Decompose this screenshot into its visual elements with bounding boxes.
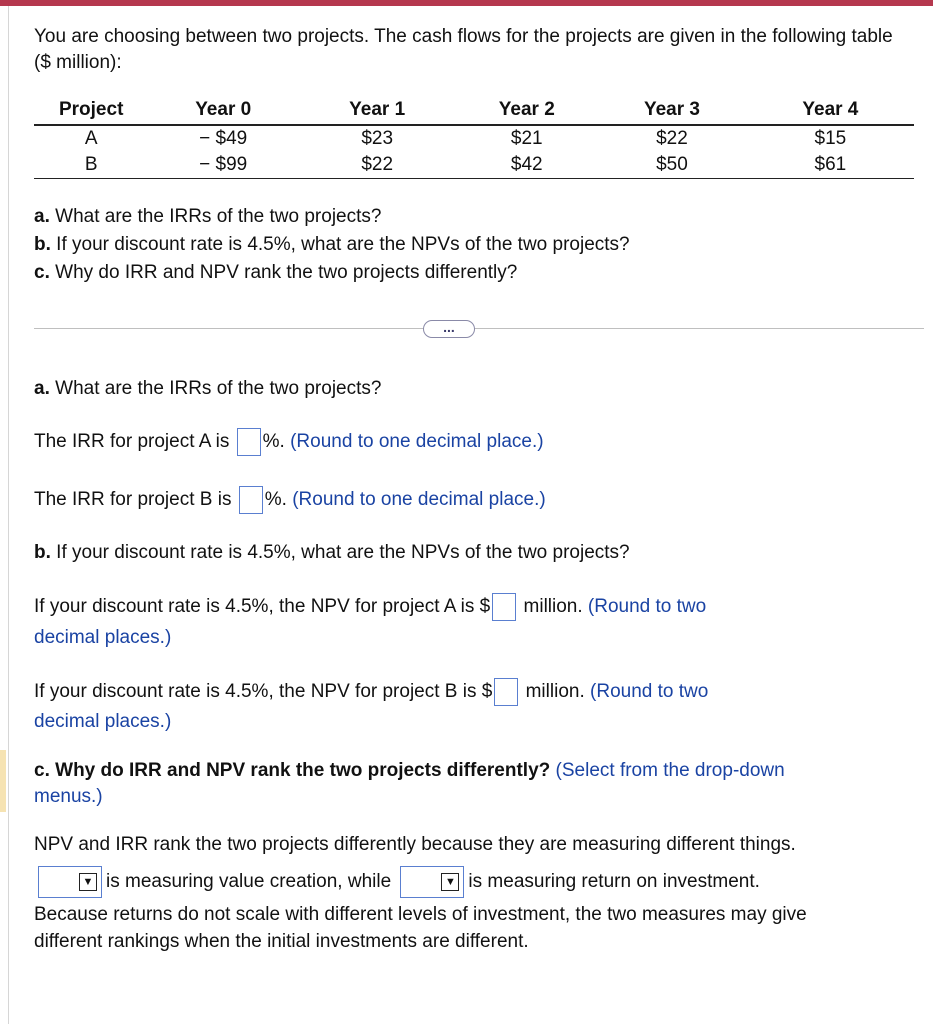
left-marker xyxy=(0,750,6,812)
table-cell: $23 xyxy=(361,128,394,149)
question-b-text: If your discount rate is 4.5%, what are the NPVs of the two projects? xyxy=(56,234,630,255)
npv-a-hint: (Round to two xyxy=(587,596,707,618)
question-a-text: What are the IRRs of the two projects? xyxy=(55,206,382,227)
question-c xyxy=(34,259,630,287)
table-row xyxy=(34,125,914,152)
question-b xyxy=(34,231,630,259)
part-c-heading-text: Why do IRR and NPV rank the two projects differently? xyxy=(55,760,551,781)
irr-a-line xyxy=(34,428,544,456)
table-cell: − $99 xyxy=(148,152,298,179)
part-a-heading xyxy=(34,376,381,402)
npv-a-input[interactable] xyxy=(492,593,516,621)
npv-b-unit: million. xyxy=(525,681,585,703)
cash-flow-table xyxy=(34,96,914,179)
part-c-hint: (Select from the drop-down xyxy=(555,760,785,781)
part-c-hint-cont: menus.) xyxy=(34,786,103,807)
npv-b-input[interactable] xyxy=(494,678,518,706)
table-cell: $50 xyxy=(597,152,747,179)
table-cell: $22 xyxy=(656,128,688,149)
irr-b-input[interactable] xyxy=(239,486,263,514)
part-a-heading-text: What are the IRRs of the two projects? xyxy=(55,378,382,399)
irr-a-input[interactable] xyxy=(237,428,261,456)
dropdown-arrow-icon: ▼ xyxy=(79,873,97,891)
question-b-label: b. xyxy=(34,234,51,255)
irr-a-unit: %. xyxy=(262,431,285,453)
question-a xyxy=(34,203,630,231)
measure-dropdown-1[interactable] xyxy=(38,866,102,898)
part-c-line3: Because returns do not scale with different levels of investment, the two measures may give xyxy=(34,904,807,925)
part-c-line4: different rankings when the initial investments are different. xyxy=(34,931,529,952)
part-a-heading-label: a. xyxy=(34,378,50,399)
irr-b-unit: %. xyxy=(264,489,287,511)
part-c-dropdown-line xyxy=(34,866,760,898)
part-c-line1: NPV and IRR rank the two projects differently because they are measuring different things. xyxy=(34,834,796,855)
npv-a-hint-cont: decimal places.) xyxy=(34,627,172,648)
part-b-heading-text: If your discount rate is 4.5%, what are the NPVs of the two projects? xyxy=(56,542,630,563)
table-cell: − $49 xyxy=(199,128,248,149)
problem-intro: You are choosing between two projects. The cash flows for the projects are given in the following table ($ million): xyxy=(34,26,893,73)
npv-b-line xyxy=(34,678,708,706)
left-border xyxy=(8,6,9,1024)
part-c-heading-label: c. xyxy=(34,760,50,781)
npv-a-label: If your discount rate is 4.5%, the NPV for project A is $ xyxy=(34,596,491,618)
part-b-heading xyxy=(34,540,630,566)
irr-b-label: The IRR for project B is xyxy=(34,489,232,511)
section-divider xyxy=(34,328,924,329)
header-year-3: Year 3 xyxy=(597,96,747,125)
question-c-label: c. xyxy=(34,262,50,283)
npv-b-label: If your discount rate is 4.5%, the NPV for project B is $ xyxy=(34,681,493,703)
top-accent-bar xyxy=(0,0,933,6)
question-list xyxy=(34,203,630,287)
table-cell: $61 xyxy=(747,152,914,179)
part-c-mid2: is measuring return on investment. xyxy=(468,871,760,893)
header-year-2: Year 2 xyxy=(456,96,597,125)
part-c-mid1: is measuring value creation, while xyxy=(106,871,392,893)
npv-b-hint: (Round to two xyxy=(590,681,709,703)
irr-b-hint: (Round to one decimal place.) xyxy=(292,489,546,511)
table-cell: A xyxy=(84,128,98,149)
irr-a-hint: (Round to one decimal place.) xyxy=(290,431,544,453)
question-a-label: a. xyxy=(34,206,50,227)
npv-a-unit: million. xyxy=(523,596,583,618)
table-header-row xyxy=(34,96,914,125)
table-cell: $22 xyxy=(298,152,456,179)
table-row xyxy=(34,152,914,179)
table-cell: $42 xyxy=(456,152,597,179)
measure-dropdown-2[interactable] xyxy=(400,866,464,898)
table-cell: $15 xyxy=(814,128,847,149)
irr-a-label: The IRR for project A is xyxy=(34,431,230,453)
part-b-heading-label: b. xyxy=(34,542,51,563)
header-year-4: Year 4 xyxy=(747,96,914,125)
irr-b-line xyxy=(34,486,546,514)
table-cell: B xyxy=(34,152,148,179)
header-project: Project xyxy=(34,96,148,125)
table-cell: $21 xyxy=(510,128,543,149)
header-year-0: Year 0 xyxy=(148,96,298,125)
question-c-text: Why do IRR and NPV rank the two projects differently? xyxy=(55,262,518,283)
part-c-heading xyxy=(34,758,785,784)
expand-more-button[interactable]: ... xyxy=(423,320,475,338)
npv-b-hint-cont: decimal places.) xyxy=(34,711,172,732)
dropdown-arrow-icon: ▼ xyxy=(441,873,459,891)
npv-a-line xyxy=(34,593,706,621)
header-year-1: Year 1 xyxy=(298,96,456,125)
